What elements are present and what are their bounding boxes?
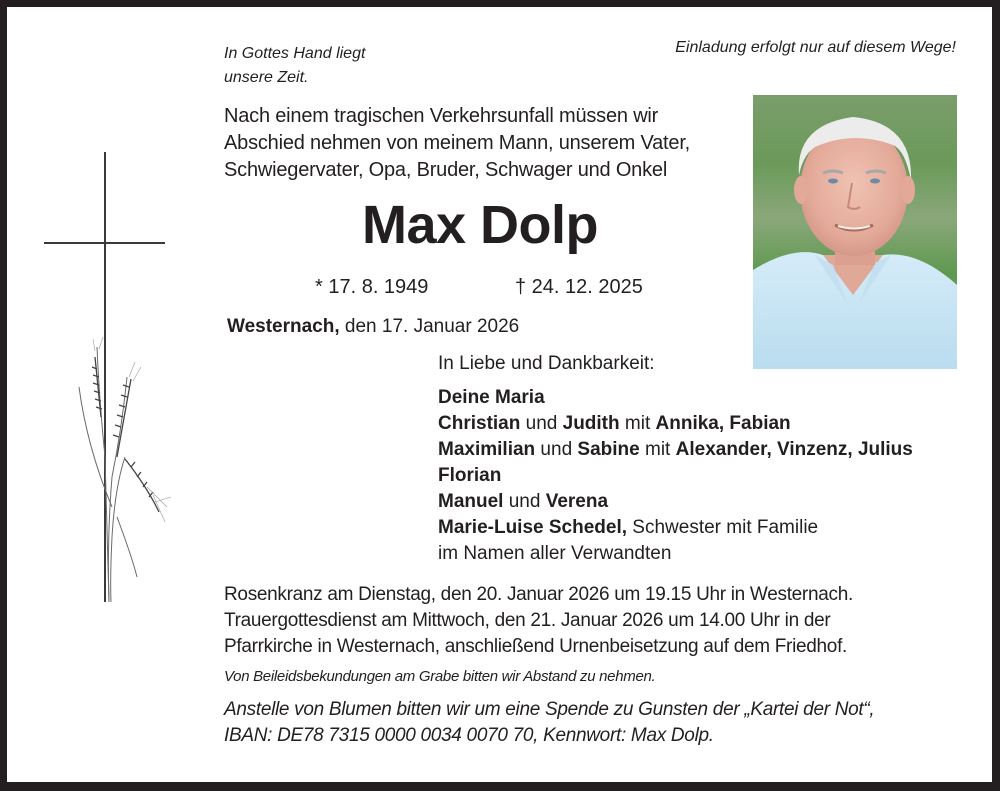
donation-note xyxy=(224,697,874,749)
mourner-connector: und xyxy=(520,413,563,434)
mourner-line xyxy=(438,385,913,411)
mourner-name: Verena xyxy=(545,491,609,512)
place: Westernach, xyxy=(227,316,340,337)
mourner-connector: und xyxy=(535,439,578,460)
intro-line-2: Abschied nehmen von meinem Mann, unserem Vater, xyxy=(224,132,691,154)
deceased-name-text: Max Dolp xyxy=(362,195,599,255)
mourner-name: Marie-Luise Schedel, xyxy=(438,517,628,538)
condolence-note: Von Beileidsbekundungen am Grabe bitten wir Abstand zu nehmen. xyxy=(224,668,656,685)
mourner-name: Sabine xyxy=(577,439,640,460)
deceased-name xyxy=(362,194,598,256)
portrait-photo xyxy=(753,95,957,369)
death-date: † 24. 12. 2025 xyxy=(515,276,643,298)
intro-line-3: Schwiegervater, Opa, Bruder, Schwager und Onkel xyxy=(224,159,668,181)
date: den 17. Januar 2026 xyxy=(344,316,520,337)
mourner-connector: Schwester mit Familie xyxy=(627,517,819,538)
donation-line-1: Anstelle von Blumen bitten wir um eine Spende zu Gunsten der „Kartei der Not“, xyxy=(224,699,875,720)
obituary-notice xyxy=(7,7,992,782)
mourner-connector: mit xyxy=(639,439,676,460)
intro-line-1: Nach einem tragischen Verkehrsunfall müssen wir xyxy=(224,105,659,127)
portrait-image xyxy=(753,95,957,369)
motto xyxy=(224,42,365,90)
mourner-name: Judith xyxy=(562,413,620,434)
intro-text xyxy=(224,103,690,184)
mourner-name: Christian xyxy=(438,413,521,434)
mourner-name: Manuel xyxy=(438,491,504,512)
mourner-connector: und xyxy=(503,491,546,512)
motto-line-2: unsere Zeit. xyxy=(224,69,309,86)
motto-line-1: In Gottes Hand liegt xyxy=(224,45,366,62)
funeral-mass-info-1: Trauergottesdienst am Mittwoch, den 21. Januar 2026 um 14.00 Uhr in der xyxy=(224,610,831,631)
mourner-name: Maximilian xyxy=(438,439,536,460)
rosary-info: Rosenkranz am Dienstag, den 20. Januar 2026 um 19.15 Uhr in Westernach. xyxy=(224,584,853,605)
mourners-list xyxy=(438,385,913,567)
mourner-name: Deine Maria xyxy=(438,387,545,408)
mourner-line xyxy=(438,437,913,463)
mourner-connector: im Namen aller Verwandten xyxy=(438,543,672,564)
place-date xyxy=(227,316,519,338)
mourner-line xyxy=(438,541,913,567)
invitation-note: Einladung erfolgt nur auf diesem Wege! xyxy=(675,39,956,56)
mourner-line xyxy=(438,411,913,437)
mourner-connector: mit xyxy=(619,413,656,434)
mourner-name: Alexander, Vinzenz, Julius xyxy=(675,439,913,460)
mourner-line xyxy=(438,463,913,489)
funeral-mass-info-2: Pfarrkirche in Westernach, anschließend Urnenbeisetzung auf dem Friedhof. xyxy=(224,636,848,657)
wheat-ears-icon xyxy=(67,337,177,617)
donation-line-2: IBAN: DE78 7315 0000 0034 0070 70, Kennwort: Max Dolp. xyxy=(224,725,714,746)
mourner-name: Annika, Fabian xyxy=(655,413,791,434)
service-details xyxy=(224,582,853,660)
mourners-heading: In Liebe und Dankbarkeit: xyxy=(438,353,655,374)
mourner-line xyxy=(438,489,913,515)
birth-date: * 17. 8. 1949 xyxy=(315,276,429,298)
mourner-name: Florian xyxy=(438,465,502,486)
mourner-line xyxy=(438,515,913,541)
